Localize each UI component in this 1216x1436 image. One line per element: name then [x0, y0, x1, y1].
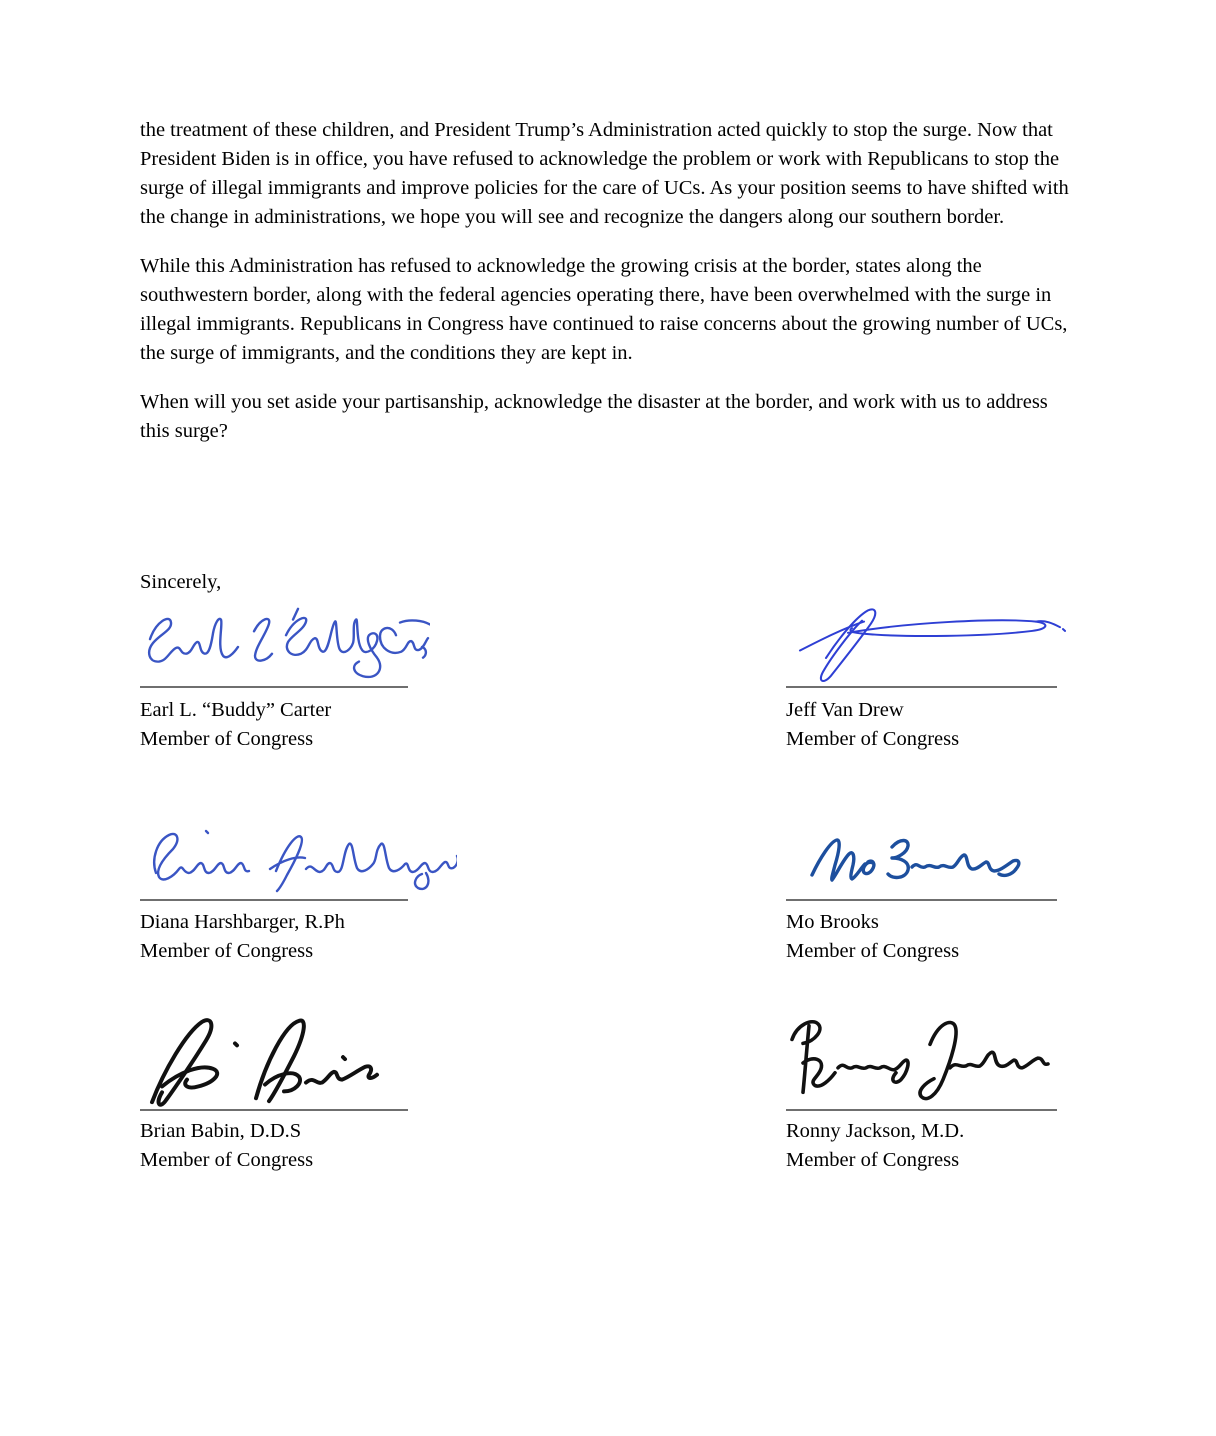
- signature-block-ronny-jackson: [786, 1012, 1116, 1192]
- signatory-name: Diana Harshbarger, R.Ph: [140, 911, 345, 933]
- signatory-name: Jeff Van Drew: [786, 699, 904, 721]
- signatory-title: Member of Congress: [140, 728, 314, 750]
- paragraph-3: When will you set aside your partisanship, acknowledge the disaster at the border, and work with us to address this surge?: [140, 391, 1048, 442]
- signatory-title: Member of Congress: [786, 728, 960, 750]
- signature-line: [140, 899, 408, 901]
- signature-line: [140, 1109, 408, 1111]
- mo-brooks-signature: [806, 832, 1031, 887]
- signatory-name: Earl L. “Buddy” Carter: [140, 699, 332, 721]
- signatory-title: Member of Congress: [786, 940, 960, 962]
- brian-babin-signature: [138, 1016, 403, 1109]
- diana-harshbarger-signature: [142, 826, 457, 898]
- signature-line: [786, 686, 1057, 688]
- signatory-title: Member of Congress: [140, 1149, 314, 1171]
- paragraph-2: While this Administration has refused to acknowledge the growing crisis at the border, states along the southwestern border, along with the federal agencies operating there, have been overwhelmed with the surge in illegal immigrants. Republicans in Congress have continued to raise concerns about the growing number of UCs, the surge of immigrants, and the conditions they are kept in.: [140, 255, 1068, 364]
- closing-salutation: Sincerely,: [140, 571, 222, 593]
- signatory-title: Member of Congress: [786, 1149, 960, 1171]
- jeff-van-drew-signature: [786, 602, 1066, 686]
- signature-line: [140, 686, 408, 688]
- paragraph-1: the treatment of these children, and President Trump’s Administration acted quickly to stop the surge. Now that President Biden is in office, you have refused to acknowledge the problem or work with Republicans to stop the surge of illegal immigrants and improve policies for the care of UCs. As your position seems to have shifted with the change in administrations, we hope you will see and recognize the dangers along our southern border.: [140, 119, 1069, 228]
- signature-block-diana-harshbarger: [140, 812, 470, 992]
- earl-carter-signature: [140, 604, 430, 684]
- signature-block-mo-brooks: [786, 812, 1116, 992]
- signatory-name: Ronny Jackson, M.D.: [786, 1120, 965, 1142]
- ronny-jackson-signature: [780, 1016, 1050, 1109]
- signature-block-earl-carter: [140, 598, 470, 778]
- letter-body: [140, 116, 1078, 466]
- signatory-title: Member of Congress: [140, 940, 314, 962]
- signatory-name: Mo Brooks: [786, 911, 879, 933]
- signature-block-brian-babin: [140, 1012, 470, 1192]
- signature-line: [786, 1109, 1057, 1111]
- signature-block-jeff-van-drew: [786, 598, 1116, 778]
- signatory-name: Brian Babin, D.D.S: [140, 1120, 302, 1142]
- signature-line: [786, 899, 1057, 901]
